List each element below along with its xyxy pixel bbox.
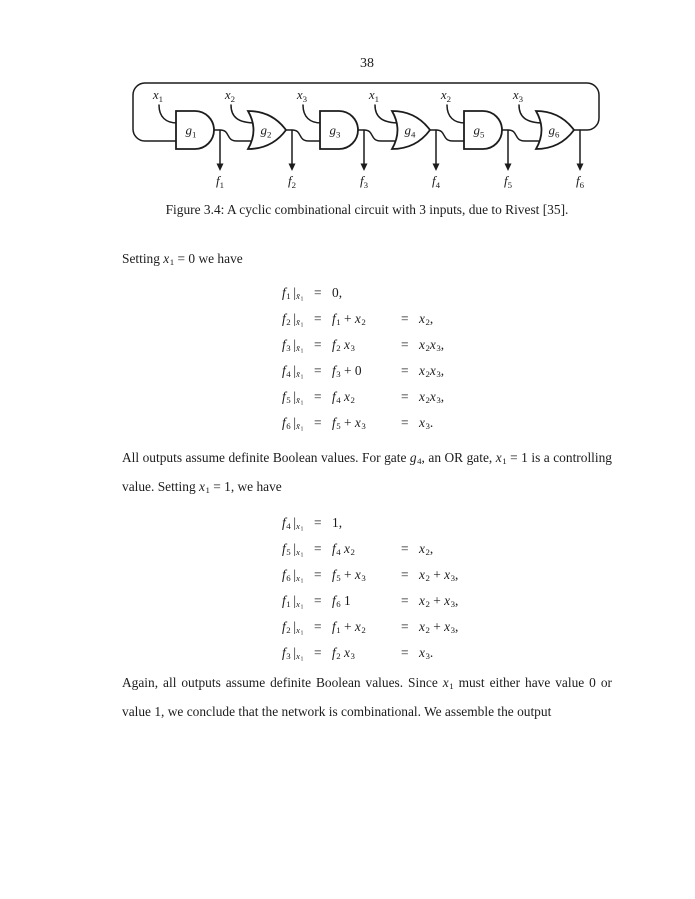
equals-sign: = [314, 567, 322, 582]
equation-block-x1-0 [282, 280, 612, 436]
equals-sign-2: = [401, 567, 409, 582]
equation-block-x1-1 [282, 510, 612, 666]
equation-expr: $f_4$ $x_2$ [332, 541, 355, 558]
output-label: $f_5$ [503, 173, 513, 190]
circuit-diagram [115, 77, 615, 192]
equals-sign: = [314, 389, 322, 404]
equation-lhs: $f_1$ $|_{x_1}$ [282, 593, 304, 611]
equals-sign-2: = [401, 389, 409, 404]
equals-sign: = [314, 311, 322, 326]
equation-lhs: $f_5$ $|_{x̄_1}$ [282, 389, 304, 407]
equals-sign-2: = [401, 593, 409, 608]
equation-expr: 0, [332, 285, 343, 300]
equals-sign-2: = [401, 337, 409, 352]
arrowhead-icon [289, 164, 296, 172]
paragraph-controlling-value: All outputs assume definite Boolean values. For gate $g_4$, an OR gate, $x_1 = 1$ is a controlling value. Setting $x_1 = 1$, we have [122, 450, 612, 496]
inline-math: $x_1$ [442, 675, 454, 692]
input-wire [447, 105, 465, 123]
equation-expr: $f_2$ $x_3$ [332, 337, 355, 354]
input-label: $x_1$ [152, 87, 164, 104]
equals-sign: = [314, 337, 322, 352]
equation-lhs: $f_2$ $|_{x̄_1}$ [282, 311, 304, 329]
paragraph-conclusion: Again, all outputs assume definite Boolean values. Since $x_1$ must either have value 0 or value 1, we conclude that the network is combinational. We assemble the output [122, 675, 612, 719]
equation-expr: $f_1 + x_2$ [332, 619, 366, 636]
equation-expr: $f_6$ 1 [332, 593, 351, 610]
input-wire [159, 105, 177, 123]
equation-row [282, 280, 612, 306]
input-label: $x_3$ [512, 87, 524, 104]
arrowhead-icon [433, 164, 440, 172]
equation-result: $x_2$, [419, 541, 434, 558]
equation-lhs: $f_6$ $|_{x̄_1}$ [282, 415, 304, 433]
equals-sign-2: = [401, 541, 409, 556]
equals-sign: = [314, 363, 322, 378]
equation-lhs: $f_3$ $|_{x̄_1}$ [282, 337, 304, 355]
equals-sign-2: = [401, 619, 409, 634]
equation-expr: $f_5 + x_3$ [332, 415, 366, 432]
equation-result: $x_2x_3$, [419, 389, 445, 406]
equals-sign: = [314, 593, 322, 608]
equation-lhs: $f_4$ $|_{x̄_1}$ [282, 363, 304, 381]
equation-result: $x_3$. [419, 645, 434, 662]
equation-expr: $f_3 + 0$ [332, 363, 362, 380]
inline-math: $x_1 = 1$ [198, 479, 231, 496]
input-label: $x_2$ [224, 87, 236, 104]
equation-row [282, 536, 612, 562]
gate-label: $g_2$ [260, 122, 272, 140]
equation-row [282, 306, 612, 332]
output-label: $f_3$ [359, 173, 369, 190]
page-number: 38 [360, 56, 374, 71]
gate-label: $g_6$ [548, 122, 560, 140]
equation-result: $x_2x_3$, [419, 363, 445, 380]
equals-sign: = [314, 285, 322, 300]
inline-math: $x_1 = 0$ [163, 251, 196, 268]
figure-area [115, 77, 615, 192]
equation-row [282, 358, 612, 384]
equation-lhs: $f_6$ $|_{x_1}$ [282, 567, 304, 585]
gate-label: $g_5$ [473, 122, 485, 140]
equation-row [282, 332, 612, 358]
inline-math: $x_1 = 1$ [495, 450, 528, 467]
equation-lhs: $f_1$ $|_{x̄_1}$ [282, 285, 304, 303]
equals-sign: = [314, 541, 322, 556]
equation-result: $x_2$, [419, 311, 434, 328]
equals-sign: = [314, 415, 322, 430]
equation-row [282, 588, 612, 614]
arrowhead-icon [577, 164, 584, 172]
equation-result: $x_3$. [419, 415, 434, 432]
figure-caption: Figure 3.4: A cyclic combinational circuit with 3 inputs, due to Rivest [35]. [165, 202, 569, 217]
input-wire [303, 105, 321, 123]
equation-row [282, 640, 612, 666]
equation-result: $x_2x_3$, [419, 337, 445, 354]
gate-label: $g_1$ [185, 122, 197, 140]
input-label: $x_2$ [440, 87, 452, 104]
equation-row [282, 562, 612, 588]
input-label: $x_1$ [368, 87, 380, 104]
equals-sign: = [314, 645, 322, 660]
output-label: $f_1$ [215, 173, 225, 190]
equation-row [282, 410, 612, 436]
equation-expr: $f_1 + x_2$ [332, 311, 366, 328]
equals-sign-2: = [401, 311, 409, 326]
equation-expr: $f_5 + x_3$ [332, 567, 366, 584]
equals-sign: = [314, 515, 322, 530]
equation-row [282, 384, 612, 410]
cyclic-circuit-svg [115, 77, 615, 192]
gate-label: $g_4$ [404, 122, 416, 140]
equation-row [282, 614, 612, 640]
equals-sign-2: = [401, 415, 409, 430]
equals-sign-2: = [401, 645, 409, 660]
input-label: $x_3$ [296, 87, 308, 104]
output-label: $f_4$ [431, 173, 441, 190]
equation-lhs: $f_3$ $|_{x_1}$ [282, 645, 304, 663]
page-content [122, 55, 612, 726]
arrowhead-icon [361, 164, 368, 172]
equation-result: $x_2 + x_3$, [419, 619, 459, 636]
equation-lhs: $f_4$ $|_{x_1}$ [282, 515, 304, 533]
equation-row [282, 510, 612, 536]
equation-expr: $f_2$ $x_3$ [332, 645, 355, 662]
equals-sign-2: = [401, 363, 409, 378]
arrowhead-icon [217, 164, 224, 172]
equation-lhs: $f_2$ $|_{x_1}$ [282, 619, 304, 637]
equation-result: $x_2 + x_3$, [419, 567, 459, 584]
gate-label: $g_3$ [329, 122, 341, 140]
inline-math: $g_4$ [409, 450, 422, 467]
equation-lhs: $f_5$ $|_{x_1}$ [282, 541, 304, 559]
arrowhead-icon [505, 164, 512, 172]
output-label: $f_6$ [575, 173, 585, 190]
equation-expr: 1, [332, 515, 343, 530]
output-label: $f_2$ [287, 173, 297, 190]
equals-sign: = [314, 619, 322, 634]
paragraph-setting-x1-0: Setting $x_1 = 0$ we have [122, 251, 243, 268]
equation-result: $x_2 + x_3$, [419, 593, 459, 610]
equation-expr: $f_4$ $x_2$ [332, 389, 355, 406]
